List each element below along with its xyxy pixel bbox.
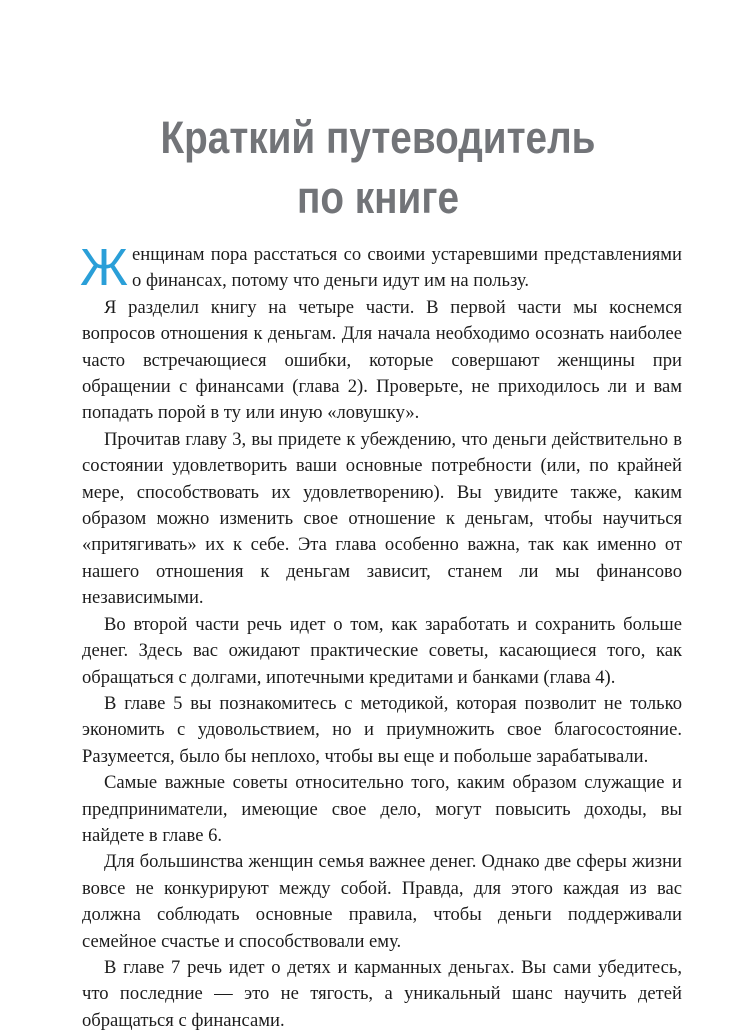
paragraph-6: Самые важные советы относительно того, каким образом служащие и предприниматели, имеющие свое дело, могут повысить доходы, вы найдете в главе 6.: [82, 772, 682, 846]
paragraph-4: Во второй части речь идет о том, как заработать и сохранить больше денег. Здесь вас ожидают практические советы, касающиеся того, как обращаться с долгами, ипотечными кредитами и банками (глава 4).: [82, 613, 682, 688]
page-title: [53, 108, 703, 228]
title-line-2: по книге: [297, 172, 459, 223]
paragraph-1-text: енщинам пора расстаться со своими устаревшими представлениями о финансах, потому что деньги идут им на пользу.: [132, 244, 682, 292]
paragraph-8: В главе 7 речь идет о детях и карманных деньгах. Вы сами убедитесь, что последние — это не тягость, а уникальный шанс научить детей обращаться с финансами.: [82, 956, 682, 1031]
paragraph-1: [80, 239, 682, 297]
paragraph-7: Для большинства женщин семья важнее денег. Однако две сферы жизни вовсе не конкурируют между собой. Правда, для этого каждая из вас должна соблюдать основные правила, чтобы деньги поддерживали семейное счастье и способствовали ему.: [82, 851, 682, 952]
body-text: [80, 239, 682, 1034]
title-line-1: Краткий путеводитель: [160, 112, 596, 163]
drop-cap: Ж: [80, 239, 129, 297]
paragraph-2: Я разделил книгу на четыре части. В первой части мы коснемся вопросов отношения к деньгам. Для начала необходимо осознать наиболее часто встречающиеся ошибки, которые совершают женщины при обращении с финансами (глава 2). Проверьте, не приходилось ли и вам попадать порой в ту или иную «ловушку».: [82, 296, 682, 424]
paragraph-5: В главе 5 вы познакомитесь с методикой, которая позволит не только экономить с удовольствием, но и приумножить свое благосостояние. Разумеется, было бы неплохо, чтобы вы еще и побольше зарабатывали.: [82, 692, 682, 767]
paragraph-3: Прочитав главу 3, вы придете к убеждению, что деньги действительно в состоянии удовлетворить ваши основные потребности (или, по крайней мере, способствовать их удовлетворению). Вы увидите также, каким образом можно изменить свое отношение к деньгам, чтобы научиться «притягивать» их к себе. Эта глава особенно важна, так как именно от нашего отношения к деньгам зависит, станем ли мы финансово независимыми.: [82, 428, 682, 609]
